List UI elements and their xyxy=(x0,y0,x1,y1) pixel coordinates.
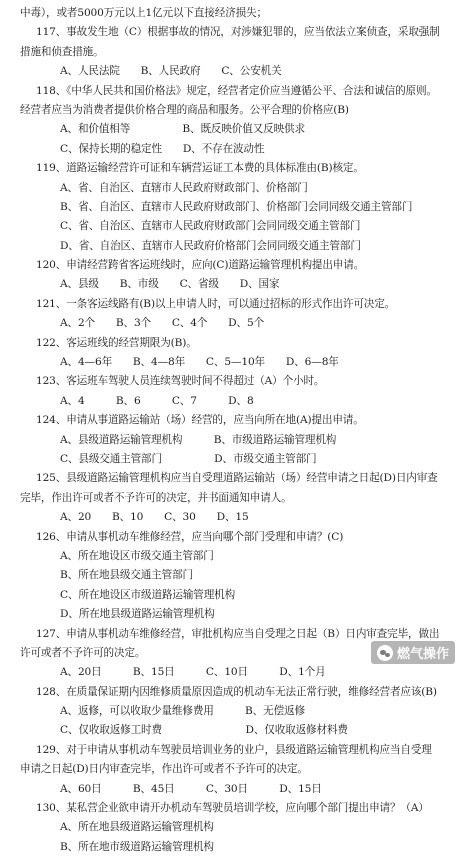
text-line: A、4—6年 B、4—8年 C、5—10年 D、6—8年 xyxy=(60,356,339,369)
text-line: C、仅收取返修工时费 D、仅收取返修材料费 xyxy=(60,724,348,737)
text-line: C、所在地设区市级道路运输管理机构 xyxy=(60,588,236,601)
text-line: A、2个 B、3个 C、4个 D、5个 xyxy=(60,317,265,330)
text-line: 120、申请经营跨省客运班线时，应向(C)道路运输管理机构提出申请。 xyxy=(36,259,365,272)
exam-questions xyxy=(20,4,453,857)
watermark-text: 燃气操作 xyxy=(396,647,449,662)
text-line: A、县级 B、市级 C、省级 D、国家 xyxy=(60,278,280,291)
text-line: 118、《中华人民共和国价格法》规定，经营者定价应当遵循公平、合法和诚信的原则。 xyxy=(36,84,437,97)
text-line: 117、事故发生地（C）根据事故的情况，对涉嫌犯罪的，应当依法立案侦查，采取强制 xyxy=(36,26,440,39)
text-line: 124、申请从事道路运输站（场）经营的，应当向所在地(A)提出申请。 xyxy=(36,414,364,427)
text-line: A、20 B、10 C、30 D、15 xyxy=(60,511,249,524)
text-line: A、60日 B、45日 C、30日 D、15日 xyxy=(60,782,322,795)
text-line: 128、在质量保证期内因维修质量原因造成的机动车无法正常行驶，维修经营者应该(B) xyxy=(36,685,437,698)
text-line: 127、申请从事机动车维修经营，审批机构应当自受理之日起（B）日内审查完毕，做出 xyxy=(36,627,440,640)
watermark xyxy=(371,641,455,664)
text-line: 措施和侦查措施。 xyxy=(20,45,104,58)
text-line: 经营者应当为消费者提供价格合理的商品和服务。公平合理的价格应(B) xyxy=(20,103,349,116)
text-line: A、人民法院 B、人民政府 C、公安机关 xyxy=(60,65,282,78)
text-line: A、所在地设区市级交通主管部门 xyxy=(60,549,214,562)
text-line: 121、一条客运线路有(B)以上申请人时，可以通过招标的形式作出许可决定。 xyxy=(36,297,396,310)
text-line: 126、申请从事机动车维修经营，应当向哪个部门受理和申请？(C) xyxy=(36,530,344,543)
text-line: C、县级交通主管部门 D、市级交通主管部门 xyxy=(60,452,317,465)
text-line: C、省、自治区、直辖市人民政府财政部门会同同级交通主管部门 xyxy=(60,220,361,233)
text-line: A、省、自治区、直辖市人民政府财政部门、价格部门 xyxy=(60,181,308,194)
text-line: A、所在地县级道路运输管理机构 xyxy=(60,821,214,834)
text-line: D、所在地县级道路运输管理机构 xyxy=(60,608,215,621)
text-line: 123、客运班车驾驶人员连续驾驶时间不得超过（A）个小时。 xyxy=(36,375,325,388)
text-line: A、县级道路运输管理机构 B、市级道路运输管理机构 xyxy=(60,433,337,446)
text-line: 129、对于申请从事机动车驾驶员培训业务的业户，县级道路运输管理机构应当自受理 xyxy=(36,743,432,756)
text-line: B、省、自治区、直辖市人民政府财政部门、价格部门会同同级交通主管部门 xyxy=(60,200,413,213)
text-line: 许可或者不予许可的决定。 xyxy=(20,646,146,659)
text-line: A、20日 B、15日 C、10日 D、1个月 xyxy=(60,666,326,679)
text-line: A、和价值相等 B、既反映价值又反映供求 xyxy=(60,123,305,136)
text-line: 122、客运班线的经营期限为(B)。 xyxy=(36,336,197,349)
text-line: 申请之日起(D)日内审查完毕，作出许可或者不予许可的决定。 xyxy=(20,763,308,776)
text-line: A、4 B、6 C、7 D、8 xyxy=(60,394,254,407)
text-line: A、返修，可以收取少量维修费用 B、无偿返修 xyxy=(60,705,305,718)
text-line: D、省、自治区、直辖市人民政府价格部门会同同级交通主管部门 xyxy=(60,239,361,252)
text-line: B、所在地市级道路运输管理机构 xyxy=(60,840,214,853)
text-line: C、保持长期的稳定性 D、不存在波动性 xyxy=(60,142,265,155)
text-line: 完毕，作出许可或者不予许可的决定，并书面通知申请人。 xyxy=(20,491,292,504)
wechat-icon xyxy=(377,645,393,661)
text-line: B、所在地县级交通主管部门 xyxy=(60,569,193,582)
text-line: 125、县级道路运输管理机构应当自受理道路运输站（场）经营申请之日起(D)日内审查 xyxy=(36,472,438,485)
text-line: 130、某私营企业欲申请开办机动车驾驶员培训学校，应向哪个部门提出申请？（A） xyxy=(36,802,429,815)
text-line: 119、道路运输经营许可证和车辆营运证工本费的具体标准由(B)核定。 xyxy=(36,162,364,175)
text-line: 中毒），或者5000万元以上1亿元以下直接经济损失； xyxy=(20,7,267,19)
